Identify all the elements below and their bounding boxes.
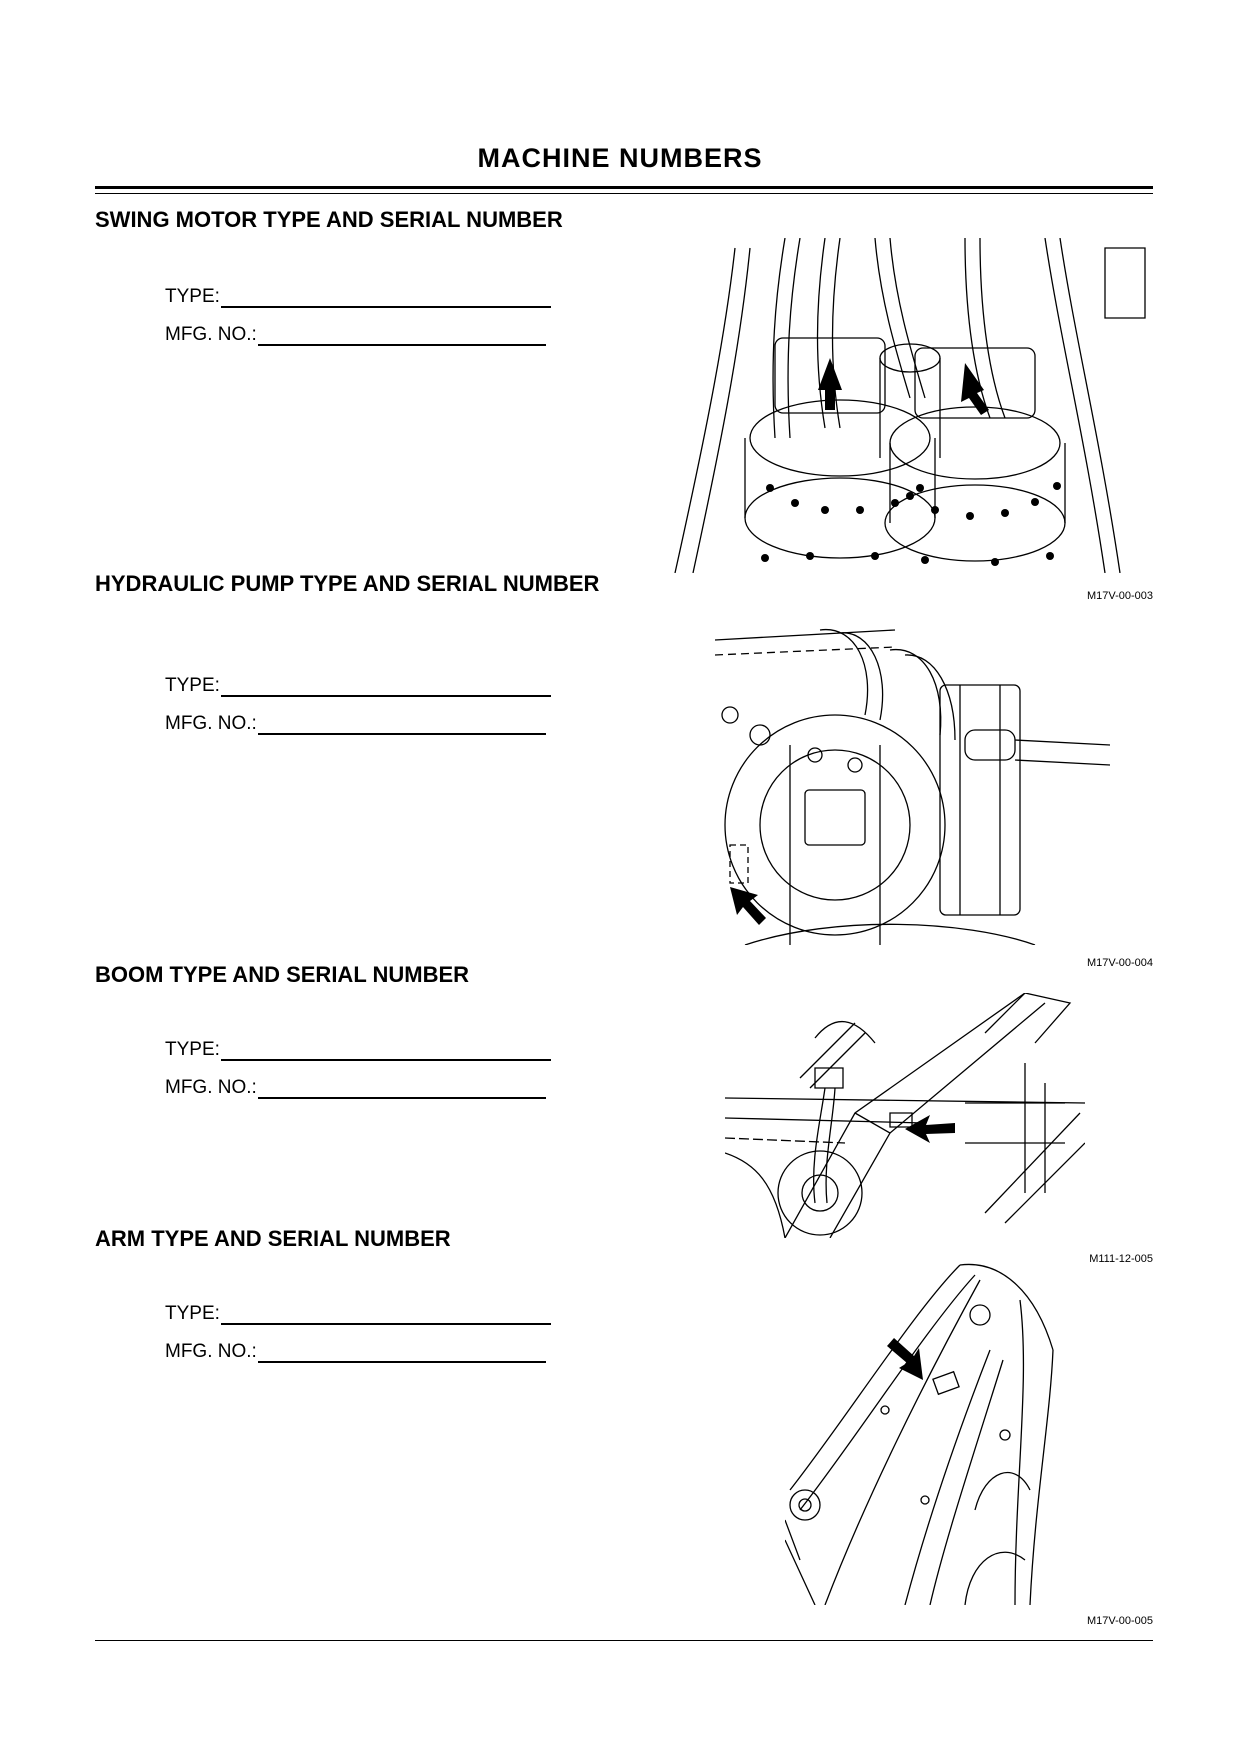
arm-figure — [785, 1260, 1065, 1605]
boom-type-field[interactable] — [165, 1039, 551, 1061]
hydraulic-pump-figure — [715, 625, 1110, 945]
mfg-blank[interactable] — [258, 1341, 546, 1363]
section-title-arm: ARM TYPE AND SERIAL NUMBER — [95, 1226, 451, 1251]
figure-code-arm: M17V-00-005 — [1086, 1615, 1153, 1627]
figure-code-swing-motor: M17V-00-003 — [1086, 590, 1153, 602]
page-title: MACHINE NUMBERS — [477, 143, 763, 173]
boom-mfg-field[interactable] — [165, 1077, 546, 1099]
arm-mfg-field[interactable] — [165, 1341, 546, 1363]
type-label: TYPE: — [165, 1039, 220, 1060]
type-blank[interactable] — [221, 675, 551, 697]
type-label: TYPE: — [165, 675, 220, 696]
mfg-label: MFG. NO.: — [165, 713, 257, 734]
boom-figure — [725, 993, 1085, 1238]
mfg-blank[interactable] — [258, 324, 546, 346]
mfg-label: MFG. NO.: — [165, 1077, 257, 1098]
mfg-label: MFG. NO.: — [165, 1341, 257, 1362]
type-blank[interactable] — [221, 286, 551, 308]
swing-motor-mfg-field[interactable] — [165, 324, 546, 346]
section-title-hydraulic-pump: HYDRAULIC PUMP TYPE AND SERIAL NUMBER — [95, 571, 600, 596]
type-blank[interactable] — [221, 1039, 551, 1061]
section-title-boom: BOOM TYPE AND SERIAL NUMBER — [95, 962, 470, 987]
type-blank[interactable] — [221, 1303, 551, 1325]
hydraulic-pump-mfg-field[interactable] — [165, 713, 546, 735]
type-label: TYPE: — [165, 1303, 220, 1324]
mfg-blank[interactable] — [258, 1077, 546, 1099]
mfg-blank[interactable] — [258, 713, 546, 735]
section-title-swing-motor: SWING MOTOR TYPE AND SERIAL NUMBER — [95, 207, 563, 232]
figure-code-hydraulic-pump: M17V-00-004 — [1086, 957, 1153, 969]
header-rule-thin — [95, 193, 1153, 194]
swing-motor-figure — [665, 238, 1155, 573]
type-label: TYPE: — [165, 286, 220, 307]
arm-type-field[interactable] — [165, 1303, 551, 1325]
hydraulic-pump-type-field[interactable] — [165, 675, 551, 697]
footer-rule — [95, 1640, 1153, 1641]
figure-code-boom: M111-12-005 — [1089, 1253, 1153, 1265]
swing-motor-type-field[interactable] — [165, 286, 551, 308]
mfg-label: MFG. NO.: — [165, 324, 257, 345]
header-rule-thick — [95, 186, 1153, 189]
